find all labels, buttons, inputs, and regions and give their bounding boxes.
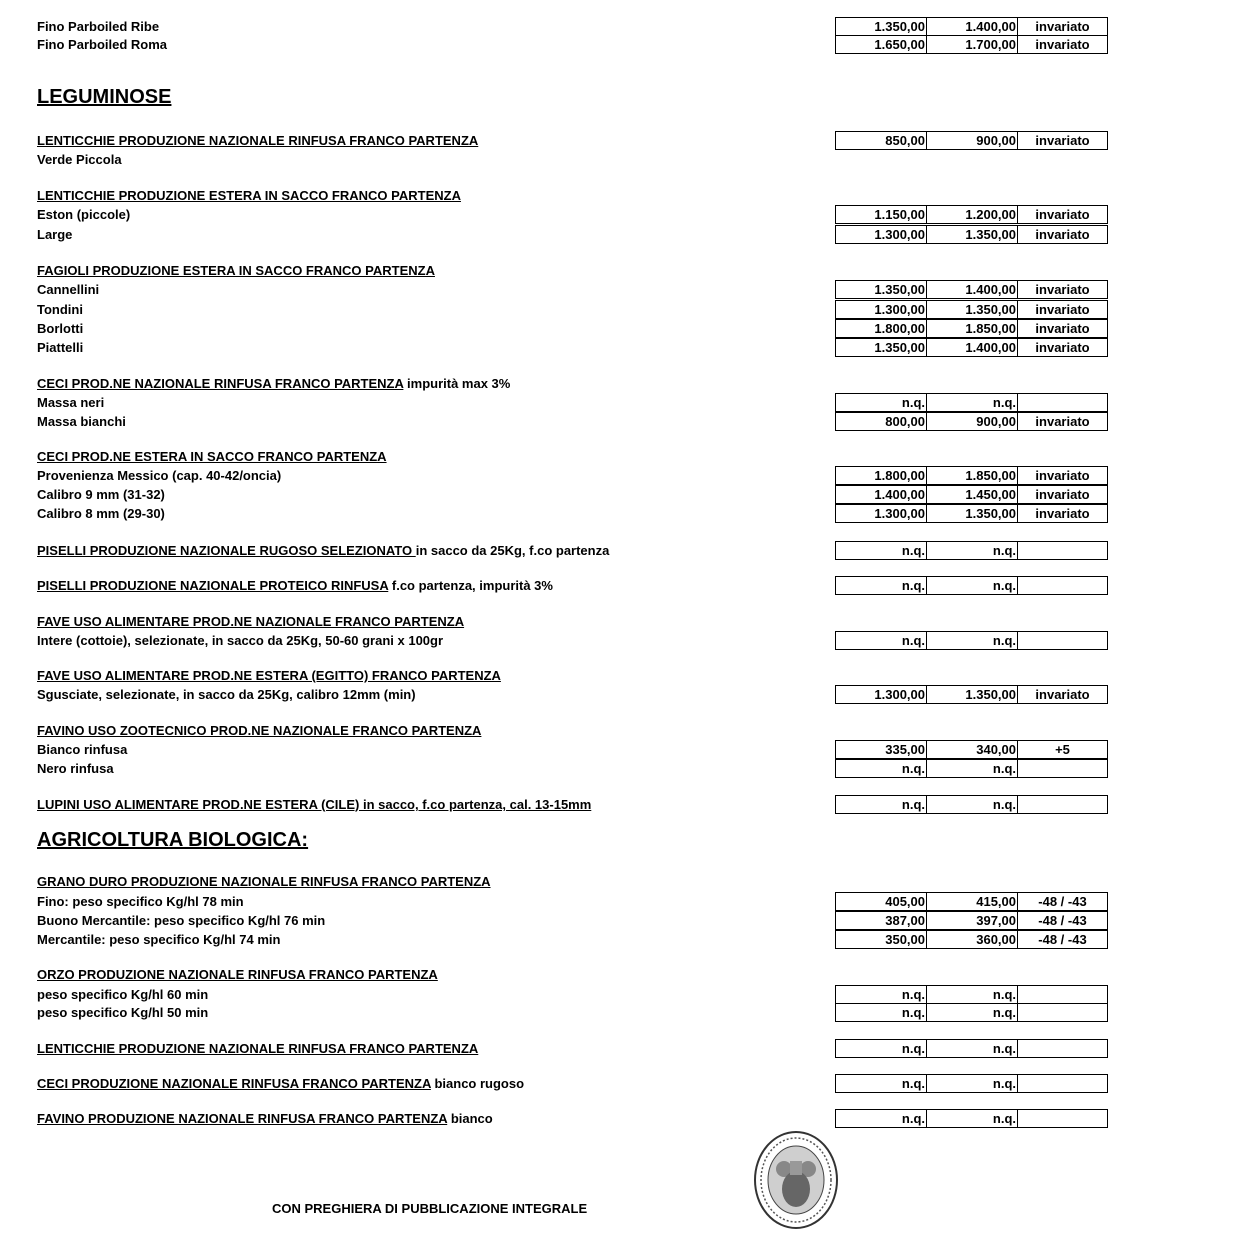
row-label: Intere (cottoie), selezionate, in sacco da 25Kg, 50-60 grani x 100gr <box>37 633 444 648</box>
price-max: 900,00 <box>927 413 1018 430</box>
price-min: 1.350,00 <box>836 281 927 298</box>
price-min: 350,00 <box>836 931 927 948</box>
price-cells <box>835 685 1108 704</box>
price-variation: invariato <box>1035 282 1090 297</box>
price-variation: invariato <box>1035 207 1090 222</box>
price-row <box>0 930 1240 949</box>
price-cells <box>835 985 1108 1004</box>
category-heading: LENTICCHIE PRODUZIONE ESTERA IN SACCO FRANCO PARTENZA <box>37 188 461 203</box>
price-variation: -48 / -43 <box>1038 932 1087 947</box>
price-min: n.q. <box>836 1075 927 1092</box>
price-variation: invariato <box>1035 321 1090 336</box>
row-label: Buono Mercantile: peso specifico Kg/hl 76 min <box>37 913 326 928</box>
price-max: 1.350,00 <box>927 226 1018 243</box>
row-label <box>37 543 609 558</box>
price-min: n.q. <box>836 796 927 813</box>
price-variation: invariato <box>1035 468 1090 483</box>
price-row <box>0 631 1240 650</box>
category-note: impurità max 3% <box>403 376 511 391</box>
category-heading: FAVE USO ALIMENTARE PROD.NE NAZIONALE FRANCO PARTENZA <box>37 614 465 629</box>
price-row <box>0 685 1240 704</box>
price-row <box>0 17 1240 36</box>
price-min: n.q. <box>836 1110 927 1127</box>
price-min: n.q. <box>836 394 927 411</box>
price-row <box>0 338 1240 357</box>
price-min: 850,00 <box>836 132 927 149</box>
price-variation: -48 / -43 <box>1038 913 1087 928</box>
row-label <box>37 578 553 593</box>
row-label: Bianco rinfusa <box>37 742 128 757</box>
price-cells <box>835 485 1108 504</box>
price-variation: invariato <box>1035 687 1090 702</box>
price-variation <box>1018 760 1107 777</box>
price-max: n.q. <box>927 1040 1018 1057</box>
price-row <box>0 225 1240 244</box>
category-note: bianco <box>447 1111 493 1126</box>
price-variation: -48 / -43 <box>1038 894 1087 909</box>
price-max: 1.350,00 <box>927 505 1018 522</box>
price-min: 1.300,00 <box>836 686 927 703</box>
price-row <box>0 1003 1240 1022</box>
price-row <box>0 205 1240 224</box>
price-max: 1.700,00 <box>927 36 1018 53</box>
price-cells <box>835 541 1108 560</box>
price-row <box>0 759 1240 778</box>
row-label <box>37 797 591 812</box>
price-row <box>0 35 1240 54</box>
price-min: 1.300,00 <box>836 226 927 243</box>
price-row <box>0 740 1240 759</box>
row-label: Large <box>37 227 73 242</box>
price-max: n.q. <box>927 632 1018 649</box>
price-max: n.q. <box>927 796 1018 813</box>
price-max: 1.400,00 <box>927 18 1018 35</box>
price-row <box>0 795 1240 814</box>
row-label: Borlotti <box>37 321 84 336</box>
price-cells <box>835 17 1108 36</box>
category-note: f.co partenza, impurità 3% <box>388 578 553 593</box>
price-min: 405,00 <box>836 893 927 910</box>
category-heading: PISELLI PRODUZIONE NAZIONALE RUGOSO SELEZIONATO <box>37 543 416 558</box>
row-label: Massa neri <box>37 395 105 410</box>
price-cells <box>835 338 1108 357</box>
price-min: 1.400,00 <box>836 486 927 503</box>
price-max: 340,00 <box>927 741 1018 758</box>
price-min: 335,00 <box>836 741 927 758</box>
row-label <box>37 188 461 203</box>
price-variation: invariato <box>1035 414 1090 429</box>
price-row <box>0 985 1240 1004</box>
row-label <box>37 376 510 391</box>
price-min: n.q. <box>836 986 927 1003</box>
category-note: in sacco da 25Kg, f.co partenza <box>415 543 610 558</box>
price-row <box>0 911 1240 930</box>
price-min: 1.350,00 <box>836 339 927 356</box>
price-variation: invariato <box>1035 506 1090 521</box>
price-row <box>0 1109 1240 1128</box>
row-label <box>37 1111 493 1126</box>
price-variation: invariato <box>1035 133 1090 148</box>
price-max: n.q. <box>927 760 1018 777</box>
category-heading: LUPINI USO ALIMENTARE PROD.NE ESTERA (CILE) in sacco, f.co partenza, cal. 13-15mm <box>37 797 592 812</box>
price-max: 900,00 <box>927 132 1018 149</box>
price-variation <box>1018 986 1107 1003</box>
price-min: n.q. <box>836 760 927 777</box>
row-label: Cannellini <box>37 282 100 297</box>
price-min: n.q. <box>836 1040 927 1057</box>
price-variation <box>1018 542 1107 559</box>
price-min: 1.800,00 <box>836 320 927 337</box>
official-seal-stamp <box>754 1131 838 1229</box>
price-row <box>0 892 1240 911</box>
price-max: n.q. <box>927 1004 1018 1021</box>
row-label <box>37 723 481 738</box>
price-min: 1.300,00 <box>836 301 927 318</box>
price-cells <box>835 759 1108 778</box>
price-row <box>0 131 1240 150</box>
row-label: Massa bianchi <box>37 414 126 429</box>
price-row <box>0 1039 1240 1058</box>
price-cells <box>835 740 1108 759</box>
price-max: n.q. <box>927 394 1018 411</box>
section-title-leguminose: LEGUMINOSE <box>37 86 172 108</box>
price-row <box>0 447 1240 466</box>
row-label <box>37 1041 478 1056</box>
category-heading: LENTICCHIE PRODUZIONE NAZIONALE RINFUSA FRANCO PARTENZA <box>37 133 479 148</box>
row-label: peso specifico Kg/hl 60 min <box>37 987 209 1002</box>
price-variation: invariato <box>1035 37 1090 52</box>
price-variation <box>1018 796 1107 813</box>
category-heading: FAVINO PRODUZIONE NAZIONALE RINFUSA FRANCO PARTENZA <box>37 1111 448 1126</box>
price-max: 1.850,00 <box>927 467 1018 484</box>
price-min: 387,00 <box>836 912 927 929</box>
price-row <box>0 872 1240 891</box>
price-max: n.q. <box>927 1110 1018 1127</box>
price-variation <box>1018 577 1107 594</box>
price-row <box>0 612 1240 631</box>
price-row <box>0 412 1240 431</box>
footer-note: CON PREGHIERA DI PUBBLICAZIONE INTEGRALE <box>272 1201 588 1216</box>
price-max: 397,00 <box>927 912 1018 929</box>
price-row <box>0 541 1240 560</box>
price-cells <box>835 466 1108 485</box>
row-label <box>37 449 387 464</box>
price-cells <box>835 412 1108 431</box>
price-cells <box>835 1109 1108 1128</box>
price-min: n.q. <box>836 542 927 559</box>
price-row <box>0 374 1240 393</box>
price-max: 415,00 <box>927 893 1018 910</box>
price-variation: +5 <box>1055 742 1070 757</box>
row-label: peso specifico Kg/hl 50 min <box>37 1005 209 1020</box>
price-cells <box>835 892 1108 911</box>
row-label <box>37 614 464 629</box>
price-max: n.q. <box>927 1075 1018 1092</box>
category-heading: FAGIOLI PRODUZIONE ESTERA IN SACCO FRANCO PARTENZA <box>37 263 435 278</box>
price-variation <box>1018 1110 1107 1127</box>
price-cells <box>835 911 1108 930</box>
price-variation <box>1018 394 1107 411</box>
price-min: n.q. <box>836 632 927 649</box>
price-variation: invariato <box>1035 19 1090 34</box>
price-max: 1.400,00 <box>927 339 1018 356</box>
price-cells <box>835 930 1108 949</box>
row-label: Mercantile: peso specifico Kg/hl 74 min <box>37 932 281 947</box>
row-label: Fino Parboiled Roma <box>37 37 168 52</box>
row-label: Provenienza Messico (cap. 40-42/oncia) <box>37 468 282 483</box>
row-label: Calibro 9 mm (31-32) <box>37 487 165 502</box>
row-label <box>37 133 478 148</box>
price-variation <box>1018 632 1107 649</box>
category-heading: CECI PROD.NE ESTERA IN SACCO FRANCO PARTENZA <box>37 449 387 464</box>
category-heading: LENTICCHIE PRODUZIONE NAZIONALE RINFUSA FRANCO PARTENZA <box>37 1041 479 1056</box>
price-min: 1.350,00 <box>836 18 927 35</box>
price-max: 1.850,00 <box>927 320 1018 337</box>
row-label: Piattelli <box>37 340 84 355</box>
price-cells <box>835 280 1108 299</box>
price-row <box>0 666 1240 685</box>
category-heading: CECI PRODUZIONE NAZIONALE RINFUSA FRANCO PARTENZA <box>37 1076 431 1091</box>
row-label <box>37 874 491 889</box>
price-max: 1.350,00 <box>927 686 1018 703</box>
price-max: 1.400,00 <box>927 281 1018 298</box>
price-max: n.q. <box>927 986 1018 1003</box>
price-row <box>0 280 1240 299</box>
price-row <box>0 466 1240 485</box>
price-row <box>0 150 1240 169</box>
price-cells <box>835 393 1108 412</box>
row-label <box>37 1076 524 1091</box>
price-min: n.q. <box>836 1004 927 1021</box>
price-cells <box>835 1074 1108 1093</box>
price-min: n.q. <box>836 577 927 594</box>
price-max: 1.450,00 <box>927 486 1018 503</box>
category-heading: GRANO DURO PRODUZIONE NAZIONALE RINFUSA FRANCO PARTENZA <box>37 874 491 889</box>
price-row <box>0 504 1240 523</box>
row-label: Verde Piccola <box>37 152 122 167</box>
price-cells <box>835 1003 1108 1022</box>
price-cells <box>835 631 1108 650</box>
price-cells <box>835 504 1108 523</box>
row-label <box>37 967 438 982</box>
price-variation <box>1018 1040 1107 1057</box>
category-heading: ORZO PRODUZIONE NAZIONALE RINFUSA FRANCO PARTENZA <box>37 967 438 982</box>
price-max: 1.350,00 <box>927 301 1018 318</box>
row-label: Calibro 8 mm (29-30) <box>37 506 165 521</box>
price-variation <box>1018 1075 1107 1092</box>
price-row <box>0 186 1240 205</box>
category-note: bianco rugoso <box>430 1076 525 1091</box>
price-cells <box>835 131 1108 150</box>
price-cells <box>835 319 1108 338</box>
price-min: 1.650,00 <box>836 36 927 53</box>
price-row <box>0 721 1240 740</box>
price-cells <box>835 576 1108 595</box>
price-max: 360,00 <box>927 931 1018 948</box>
price-row <box>0 393 1240 412</box>
row-label: Eston (piccole) <box>37 207 131 222</box>
category-heading: CECI PROD.NE NAZIONALE RINFUSA FRANCO PARTENZA <box>37 376 404 391</box>
price-row <box>0 319 1240 338</box>
price-min: 1.300,00 <box>836 505 927 522</box>
price-row <box>0 576 1240 595</box>
price-max: n.q. <box>927 542 1018 559</box>
price-cells <box>835 795 1108 814</box>
price-cells <box>835 300 1108 319</box>
category-heading: PISELLI PRODUZIONE NAZIONALE PROTEICO RINFUSA <box>37 578 389 593</box>
category-heading: FAVINO USO ZOOTECNICO PROD.NE NAZIONALE FRANCO PARTENZA <box>37 723 482 738</box>
row-label: Nero rinfusa <box>37 761 114 776</box>
price-variation <box>1018 1004 1107 1021</box>
price-row <box>0 485 1240 504</box>
price-variation: invariato <box>1035 302 1090 317</box>
price-row <box>0 261 1240 280</box>
row-label <box>37 668 501 683</box>
row-label: Tondini <box>37 302 83 317</box>
row-label: Fino: peso specifico Kg/hl 78 min <box>37 894 244 909</box>
price-variation: invariato <box>1035 487 1090 502</box>
price-max: 1.200,00 <box>927 206 1018 223</box>
price-cells <box>835 35 1108 54</box>
price-row <box>0 965 1240 984</box>
price-cells <box>835 205 1108 224</box>
row-label: Sgusciate, selezionate, in sacco da 25Kg, calibro 12mm (min) <box>37 687 416 702</box>
section-title-agricoltura-biologica: AGRICOLTURA BIOLOGICA: <box>37 829 309 851</box>
price-min: 1.800,00 <box>836 467 927 484</box>
price-cells <box>835 225 1108 244</box>
price-variation: invariato <box>1035 227 1090 242</box>
price-min: 1.150,00 <box>836 206 927 223</box>
price-variation: invariato <box>1035 340 1090 355</box>
row-label: Fino Parboiled Ribe <box>37 19 160 34</box>
row-label <box>37 263 435 278</box>
price-cells <box>835 1039 1108 1058</box>
price-min: 800,00 <box>836 413 927 430</box>
price-row <box>0 1074 1240 1093</box>
price-row <box>0 300 1240 319</box>
price-max: n.q. <box>927 577 1018 594</box>
category-heading: FAVE USO ALIMENTARE PROD.NE ESTERA (EGITTO) FRANCO PARTENZA <box>37 668 501 683</box>
